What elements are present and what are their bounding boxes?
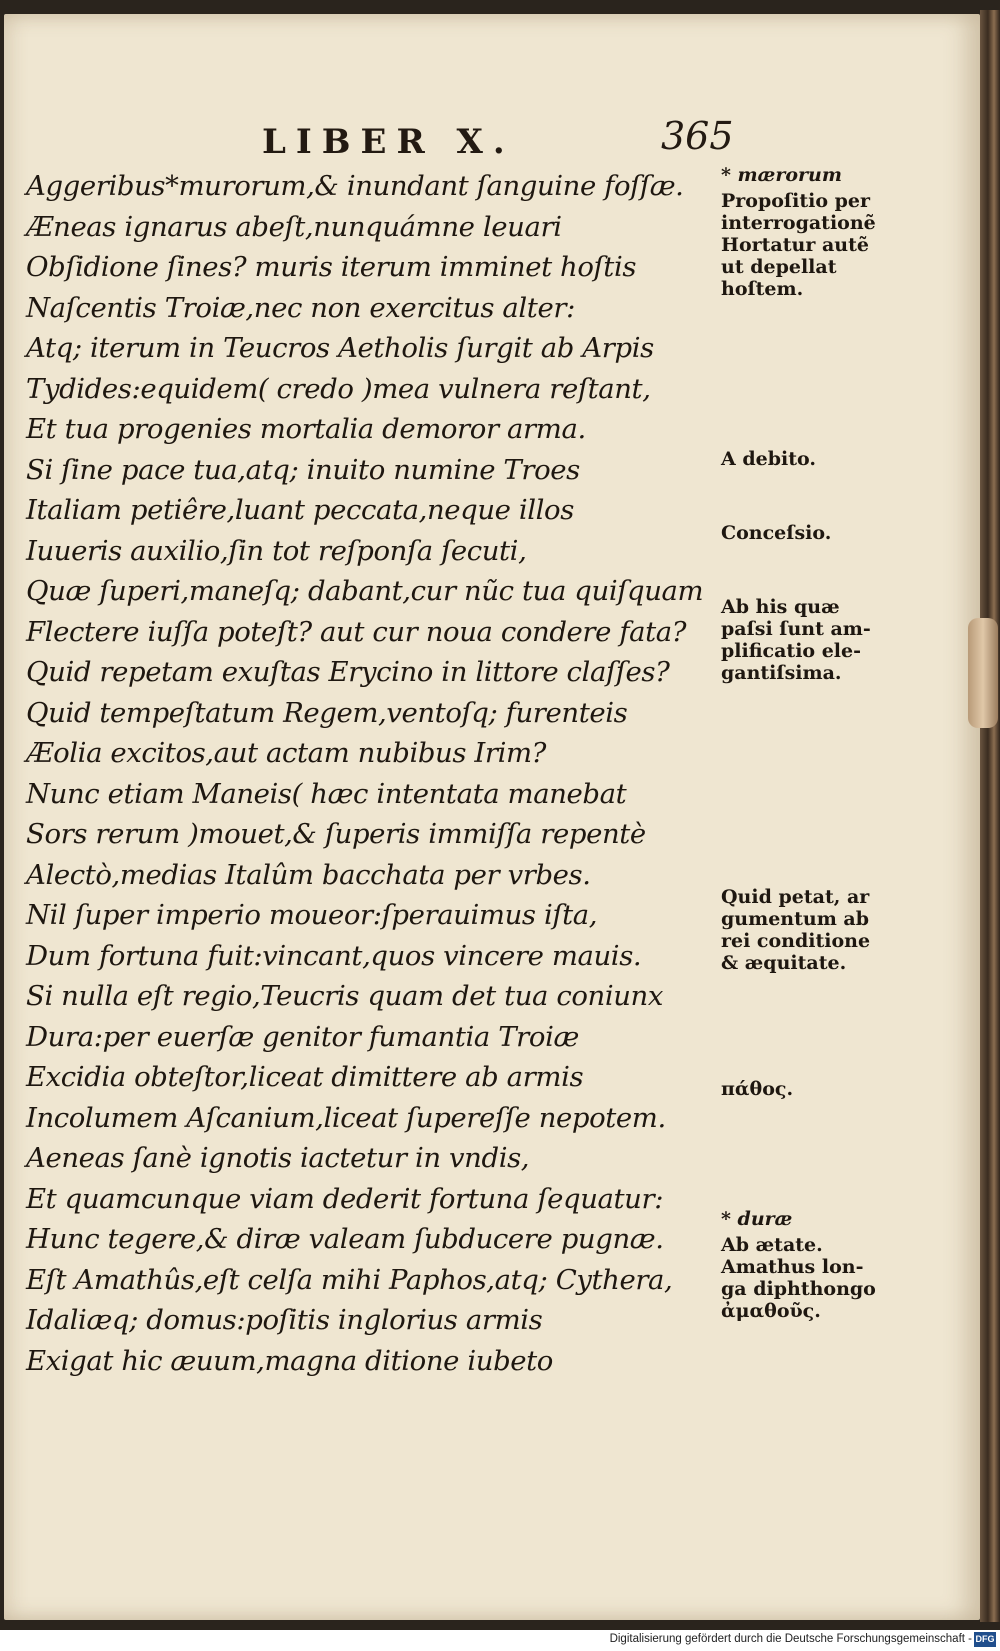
verse-line: Et tua progenies mortalia demoror arma. [26, 413, 586, 445]
verse-line: Si ſine pace tua,atq; inuito numine Troes [26, 453, 580, 486]
footer-bar [0, 1630, 1000, 1651]
note-line: Ab his quæ [721, 596, 840, 618]
note-line: * mærorum [721, 164, 842, 186]
marginal-note [721, 1078, 901, 1100]
marginal-note [721, 522, 901, 544]
note-line: πάθος. [721, 1078, 794, 1100]
verse-line: Si nulla eſt regio,Teucris quam det tua coniunx [26, 980, 663, 1012]
marginal-note [721, 164, 901, 186]
verse-line: Incolumem Aſcanium,liceat ſupereſſe nepotem. [26, 1101, 666, 1134]
verse-line: Exigat hic æuum,magna ditione iubeto [26, 1344, 553, 1377]
verse-line: Quid tempeſtatum Regem,ventoſq; furenteis [26, 696, 628, 729]
verse-line: Excidia obteſtor,liceat dimittere ab armis [26, 1061, 584, 1093]
marginal-note [721, 1208, 901, 1230]
note-line: Propoſitio per [721, 190, 870, 212]
verse-line: Iuueris auxilio,ſin tot reſponſa ſecuti, [26, 534, 527, 567]
verse-line: Dum fortuna fuit:vincant,quos vincere mauis. [26, 939, 642, 972]
verse-line: Æneas ignarus abeſt,nunquámne leuari [26, 210, 562, 243]
book-edge [980, 10, 1000, 1622]
note-line: Quid petat, ar [721, 886, 870, 908]
marginal-note [721, 886, 901, 974]
note-line: rei conditione [721, 930, 871, 952]
dfg-logo-icon: DFG [974, 1632, 996, 1647]
book-page [4, 14, 980, 1620]
note-line: A debito. [721, 448, 816, 470]
note-line: gantiſsima. [721, 662, 842, 684]
marginal-note [721, 1234, 901, 1322]
running-title: LIBER X. [262, 122, 515, 162]
page-number: 365 [661, 114, 734, 158]
verse-line: Eſt Amathûs,eſt celſa mihi Paphos,atq; Cythera, [26, 1263, 673, 1296]
marginal-note [721, 448, 901, 470]
verse-line: Quid repetam exuſtas Erycino in littore claſſes? [26, 656, 670, 688]
verse-line: Tydides:equidem( credo )mea vulnera reſtant, [26, 372, 651, 405]
verse-line: Aeneas ſanè ignotis iactetur in vndis, [26, 1142, 530, 1174]
marginal-note [721, 596, 901, 684]
note-line: plificatio ele- [721, 640, 861, 662]
verse-line: Et quamcunque viam dederit fortuna ſequatur: [26, 1182, 664, 1215]
verse-line: Alectò,medias Italûm bacchata per vrbes. [26, 858, 591, 891]
verse-line: Dura:per euerſæ genitor fumantia Troiæ [26, 1020, 579, 1053]
verse-line: Nunc etiam Maneis( hæc intentata manebat [26, 777, 627, 810]
marginal-note [721, 190, 901, 300]
verse-line: Nil ſuper imperio moueor:ſperauimus iſta, [26, 899, 598, 931]
note-line: Conceſsio. [721, 522, 832, 544]
note-line: gumentum ab [721, 908, 870, 930]
verse-line: Sors rerum )mouet,& ſuperis immiſſa repentè [26, 818, 646, 850]
page-clip [968, 618, 998, 728]
verse-line: Æolia excitos,aut actam nubibus Irim? [26, 737, 547, 769]
verse-line: Naſcentis Troiæ,nec non exercitus alter: [26, 291, 575, 324]
note-line: ἀμαθοῦς. [721, 1300, 821, 1322]
note-line: hoſtem. [721, 278, 804, 300]
note-line: Hortatur autẽ [721, 234, 869, 256]
note-line: ut depellat [721, 256, 837, 278]
note-line: & æquitate. [721, 952, 847, 974]
verse-line: Idaliæq; domus:poſitis inglorius armis [26, 1304, 543, 1336]
verse-line: Italiam petiêre,luant peccata,neque illos [26, 494, 574, 526]
verse-line: Quæ ſuperi,maneſq; dabant,cur nũc tua quiſquam [26, 575, 704, 607]
verse-line: Flectere iuſſa poteſt? aut cur noua condere fata? [26, 615, 687, 648]
note-line: interrogationẽ [721, 212, 876, 234]
note-line: ga diphthongo [721, 1278, 876, 1300]
footer-credit: Digitalisierung gefördert durch die Deutsche Forschungsgemeinschaft - [609, 1633, 972, 1645]
verse-line: Obſidione ſines? muris iterum imminet hoſtis [26, 251, 637, 283]
verse-line: Atq; iterum in Teucros Aetholis ſurgit ab Arpis [26, 332, 654, 364]
verse-line: Aggeribus*murorum,& inundant ſanguine foſſæ. [26, 170, 684, 202]
note-line: Amathus lon- [721, 1256, 864, 1278]
verse-line: Hunc tegere,& diræ valeam ſubducere pugnæ. [26, 1223, 664, 1255]
verse-text [26, 166, 726, 1381]
note-line: paſsi ſunt am- [721, 618, 871, 640]
note-line: * duræ [721, 1208, 793, 1230]
note-line: Ab ætate. [721, 1234, 823, 1256]
